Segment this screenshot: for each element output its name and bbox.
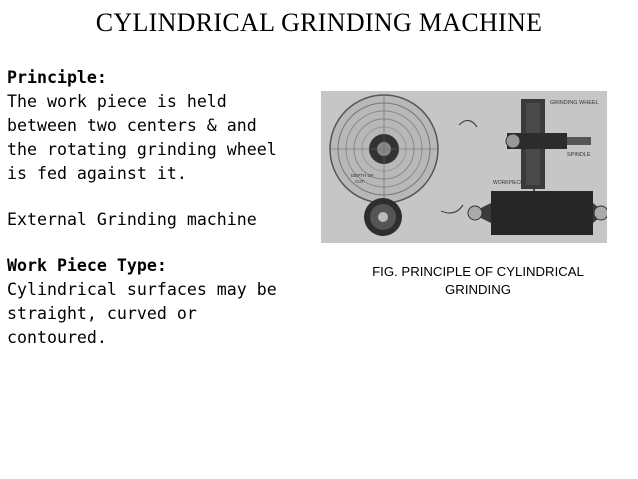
label-depth-of-cut: DEPTH OF — [351, 173, 374, 178]
principle-heading: Principle: — [7, 68, 107, 87]
principle-line: is fed against it. — [7, 164, 187, 183]
text-column — [7, 66, 307, 350]
work-piece-heading: Work Piece Type: — [7, 256, 167, 275]
work-piece-line: contoured. — [7, 328, 107, 347]
label-grinding-wheel: GRINDING WHEEL — [550, 100, 599, 106]
slide-title: CYLINDRICAL GRINDING MACHINE — [95, 8, 543, 37]
work-piece-line: Cylindrical surfaces may be — [7, 280, 277, 299]
principle-line: The work piece is held — [7, 92, 227, 111]
grinding-wheel-face — [330, 95, 438, 203]
machine-type: External Grinding machine — [7, 210, 257, 229]
principle-line: the rotating grinding wheel — [7, 140, 277, 159]
work-piece-line: straight, curved or — [7, 304, 197, 323]
caption-line: GRINDING — [445, 282, 511, 297]
label-cut: CUT — [355, 179, 365, 184]
label-spindle: SPINDLE — [567, 152, 591, 158]
figure-caption — [330, 263, 626, 299]
grinding-diagram-photo — [321, 91, 607, 243]
caption-line: FIG. PRINCIPLE OF CYLINDRICAL — [372, 264, 584, 279]
label-workpiece: WORKPIECE — [493, 180, 524, 186]
principle-line: between two centers & and — [7, 116, 257, 135]
workpiece-face — [364, 198, 402, 236]
